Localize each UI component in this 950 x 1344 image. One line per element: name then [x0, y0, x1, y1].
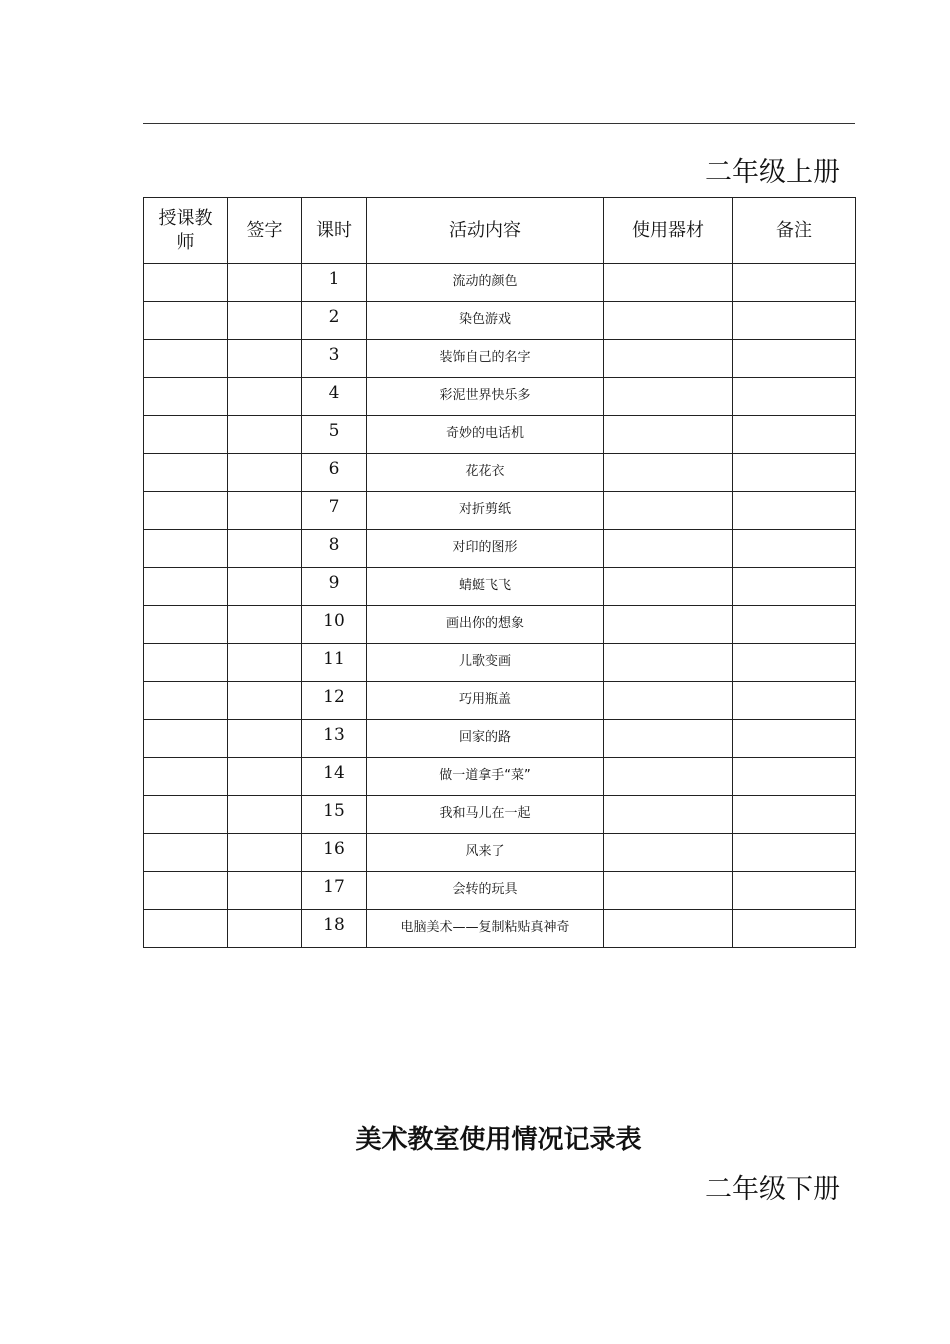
teacher-cell: [144, 910, 228, 948]
signature-cell: [228, 606, 302, 644]
activity-cell: 染色游戏: [367, 302, 604, 340]
remarks-cell: [733, 302, 856, 340]
lesson-number-cell: 2: [302, 302, 367, 340]
signature-cell: [228, 644, 302, 682]
teacher-cell: [144, 758, 228, 796]
teacher-cell: [144, 834, 228, 872]
equipment-cell: [604, 340, 733, 378]
header-signature: 签字: [228, 198, 302, 264]
teacher-cell: [144, 378, 228, 416]
remarks-cell: [733, 340, 856, 378]
lesson-number-cell: 5: [302, 416, 367, 454]
equipment-cell: [604, 530, 733, 568]
equipment-cell: [604, 834, 733, 872]
signature-cell: [228, 416, 302, 454]
table-row: [144, 606, 856, 644]
equipment-cell: [604, 454, 733, 492]
teacher-cell: [144, 872, 228, 910]
equipment-cell: [604, 758, 733, 796]
table-body: [144, 264, 856, 948]
equipment-cell: [604, 682, 733, 720]
signature-cell: [228, 796, 302, 834]
grade-label-lower: 二年级下册: [705, 1174, 840, 1205]
remarks-cell: [733, 910, 856, 948]
table-row: [144, 682, 856, 720]
lesson-number-cell: 12: [302, 682, 367, 720]
remarks-cell: [733, 644, 856, 682]
remarks-cell: [733, 378, 856, 416]
teacher-cell: [144, 340, 228, 378]
activity-cell: 对折剪纸: [367, 492, 604, 530]
table-row: [144, 378, 856, 416]
remarks-cell: [733, 264, 856, 302]
activity-cell: 对印的图形: [367, 530, 604, 568]
signature-cell: [228, 264, 302, 302]
lesson-number-cell: 16: [302, 834, 367, 872]
table-row: [144, 644, 856, 682]
lesson-number-cell: 6: [302, 454, 367, 492]
teacher-cell: [144, 454, 228, 492]
signature-cell: [228, 302, 302, 340]
grade-label-upper: 二年级上册: [705, 157, 840, 188]
remarks-cell: [733, 416, 856, 454]
remarks-cell: [733, 606, 856, 644]
teacher-cell: [144, 796, 228, 834]
remarks-cell: [733, 454, 856, 492]
lesson-number-cell: 14: [302, 758, 367, 796]
form-title: 美术教室使用情况记录表: [355, 1125, 642, 1155]
lesson-number-cell: 18: [302, 910, 367, 948]
lesson-number-cell: 11: [302, 644, 367, 682]
lesson-number-cell: 17: [302, 872, 367, 910]
signature-cell: [228, 682, 302, 720]
table-row: [144, 720, 856, 758]
equipment-cell: [604, 910, 733, 948]
classroom-usage-table: [143, 197, 856, 948]
lesson-number-cell: 15: [302, 796, 367, 834]
activity-cell: 蜻蜓飞飞: [367, 568, 604, 606]
signature-cell: [228, 378, 302, 416]
signature-cell: [228, 720, 302, 758]
activity-cell: 风来了: [367, 834, 604, 872]
table-row: [144, 758, 856, 796]
teacher-cell: [144, 682, 228, 720]
signature-cell: [228, 454, 302, 492]
equipment-cell: [604, 644, 733, 682]
signature-cell: [228, 834, 302, 872]
signature-cell: [228, 872, 302, 910]
remarks-cell: [733, 758, 856, 796]
equipment-cell: [604, 416, 733, 454]
lesson-number-cell: 8: [302, 530, 367, 568]
equipment-cell: [604, 720, 733, 758]
remarks-cell: [733, 796, 856, 834]
lesson-number-cell: 4: [302, 378, 367, 416]
activity-cell: 会转的玩具: [367, 872, 604, 910]
table-row: [144, 264, 856, 302]
activity-cell: 彩泥世界快乐多: [367, 378, 604, 416]
table-row: [144, 454, 856, 492]
signature-cell: [228, 568, 302, 606]
header-remarks: 备注: [733, 198, 856, 264]
lesson-number-cell: 1: [302, 264, 367, 302]
header-activity: 活动内容: [367, 198, 604, 264]
lesson-number-cell: 9: [302, 568, 367, 606]
header-teacher: 授课教师: [144, 198, 228, 264]
teacher-cell: [144, 264, 228, 302]
teacher-cell: [144, 530, 228, 568]
table-row: [144, 568, 856, 606]
remarks-cell: [733, 872, 856, 910]
table-row: [144, 910, 856, 948]
teacher-cell: [144, 568, 228, 606]
table-row: [144, 834, 856, 872]
remarks-cell: [733, 530, 856, 568]
remarks-cell: [733, 720, 856, 758]
activity-cell: 流动的颜色: [367, 264, 604, 302]
equipment-cell: [604, 568, 733, 606]
header-lesson: 课时: [302, 198, 367, 264]
table-row: [144, 302, 856, 340]
equipment-cell: [604, 378, 733, 416]
teacher-cell: [144, 644, 228, 682]
table-row: [144, 872, 856, 910]
signature-cell: [228, 910, 302, 948]
remarks-cell: [733, 492, 856, 530]
activity-cell: 我和马儿在一起: [367, 796, 604, 834]
activity-cell: 奇妙的电话机: [367, 416, 604, 454]
lesson-number-cell: 3: [302, 340, 367, 378]
signature-cell: [228, 340, 302, 378]
teacher-cell: [144, 606, 228, 644]
signature-cell: [228, 758, 302, 796]
remarks-cell: [733, 682, 856, 720]
activity-cell: 画出你的想象: [367, 606, 604, 644]
equipment-cell: [604, 302, 733, 340]
table-row: [144, 416, 856, 454]
lesson-number-cell: 13: [302, 720, 367, 758]
remarks-cell: [733, 568, 856, 606]
lesson-number-cell: 7: [302, 492, 367, 530]
table-row: [144, 530, 856, 568]
teacher-cell: [144, 416, 228, 454]
teacher-cell: [144, 492, 228, 530]
activity-cell: 巧用瓶盖: [367, 682, 604, 720]
activity-cell: 儿歌变画: [367, 644, 604, 682]
header-equipment: 使用器材: [604, 198, 733, 264]
table-row: [144, 340, 856, 378]
equipment-cell: [604, 492, 733, 530]
signature-cell: [228, 492, 302, 530]
lesson-number-cell: 10: [302, 606, 367, 644]
teacher-cell: [144, 720, 228, 758]
equipment-cell: [604, 264, 733, 302]
table-row: [144, 492, 856, 530]
equipment-cell: [604, 796, 733, 834]
activity-cell: 做一道拿手“菜”: [367, 758, 604, 796]
table-row: [144, 796, 856, 834]
teacher-cell: [144, 302, 228, 340]
header-rule: [143, 123, 855, 124]
activity-cell: 花花衣: [367, 454, 604, 492]
remarks-cell: [733, 834, 856, 872]
equipment-cell: [604, 872, 733, 910]
signature-cell: [228, 530, 302, 568]
activity-cell: 装饰自己的名字: [367, 340, 604, 378]
activity-cell: 回家的路: [367, 720, 604, 758]
activity-cell: 电脑美术——复制粘贴真神奇: [367, 910, 604, 948]
equipment-cell: [604, 606, 733, 644]
table-header-row: [144, 198, 856, 264]
